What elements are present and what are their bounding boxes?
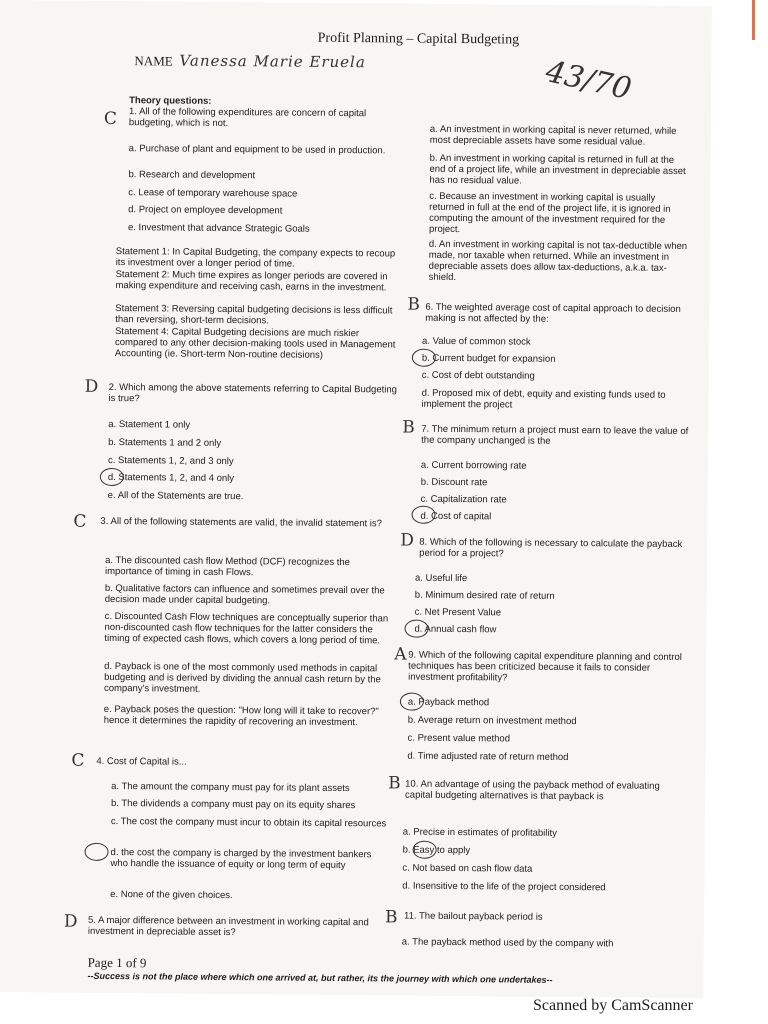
q8-option-d: d. Annual cash flow	[414, 623, 497, 636]
q8-option-a: a. Useful life	[414, 572, 468, 585]
q7-option-a: a. Current borrowing rate	[420, 459, 527, 472]
q6-option-d: d. Proposed mix of debt, equity and existing funds used to implement the project	[421, 387, 666, 411]
q9-option-b: b. Average return on investment method	[407, 714, 577, 728]
theory-heading: Theory questions:	[129, 95, 212, 107]
q6-option-b: b. Current budget for expansion	[421, 352, 556, 365]
score: 43/70	[542, 54, 635, 108]
q1-option-e: e. Investment that advance Strategic Goals	[127, 222, 310, 235]
q10-option-d: d. Insensitive to the life of the project considered	[402, 880, 606, 894]
answer-circle	[100, 468, 124, 486]
footer-quote: --Success is not the place where which one arrived at, but rather, its the journey with which one undertakes--	[87, 970, 553, 985]
page-title: Profit Planning – Capital Budgeting	[317, 30, 520, 48]
q2-stem: 2. Which among the above statements referring to Capital Budgeting is true?	[108, 381, 398, 405]
q5-stem: 5. A major difference between an investment in working capital and investment in depreciable asset is?	[87, 914, 369, 939]
answer-mark-q3: C	[73, 511, 87, 532]
q10-option-c: c. Not based on cash flow data	[402, 862, 533, 875]
statement-3: Statement 3: Reversing capital budgeting decisions is less difficult than reversing, short-term decisions.	[115, 303, 393, 327]
answer-circle	[413, 841, 437, 859]
q8-stem: 8. Which of the following is necessary to calculate the payback period for a project?	[419, 536, 683, 560]
q5-option-a: a. An investment in working capital is never returned, while most depreciable assets have some residual value.	[429, 123, 677, 148]
margin-strip	[712, 0, 768, 992]
answer-mark-q6: B	[407, 294, 420, 315]
q11-option-a: a. The payback method used by the company with	[401, 936, 614, 950]
q7-option-b: b. Discount rate	[420, 476, 488, 489]
q5-option-b: b. An investment in working capital is returned in full at the end of a project life, while an investment in depreciable asset has no residual value.	[429, 152, 686, 187]
q9-option-a: a. Payback method	[407, 696, 490, 709]
q7-stem: 7. The minimum return a project must earn to leave the value of the company unchanged is the	[421, 423, 689, 447]
q6-option-c: c. Cost of debt outstanding	[421, 369, 535, 382]
answer-mark-q7: B	[402, 417, 415, 438]
answer-mark-q4: C	[71, 750, 85, 771]
q4-option-e: e. None of the given choices.	[110, 888, 233, 902]
student-name: Vanessa Marie Eruela	[179, 51, 366, 72]
q4-stem: 4. Cost of Capital is...	[96, 755, 187, 768]
answer-circle	[404, 620, 428, 638]
q4-option-a: a. The amount the company must pay for its plant assets	[111, 781, 350, 795]
q7-option-c: c. Capitalization rate	[420, 493, 507, 506]
statement-1: Statement 1: In Capital Budgeting, the company expects to recoup its investment over a longer period of time.	[115, 246, 396, 270]
statement-2: Statement 2: Much time expires as longer periods are covered in making expenditure and receiving cash, earns in the investment.	[115, 269, 388, 294]
answer-mark-q10: B	[388, 773, 401, 794]
q4-option-d: d. the cost the company is charged by the investment bankers who handle the issuance of equity or long term of equity	[110, 846, 372, 872]
answer-mark-q9: A	[394, 644, 407, 665]
name-label: NAME	[134, 53, 173, 69]
q2-option-e: e. All of the Statements are true.	[107, 489, 244, 503]
q1-stem: 1. All of the following expenditures are concern of capital budgeting, which is not.	[128, 106, 367, 129]
q3-option-a: a. The discounted cash flow Method (DCF) recognizes the importance of timing in cash Flows.	[104, 554, 350, 579]
q11-stem: 11. The bailout payback period is	[403, 910, 543, 923]
q8-option-c: c. Net Present Value	[414, 606, 502, 619]
q9-option-d: d. Time adjusted rate of return method	[407, 750, 569, 763]
q2-option-b: b. Statements 1 and 2 only	[108, 436, 222, 449]
answer-mark-q1: C	[103, 108, 118, 130]
answer-mark-q2: D	[84, 376, 99, 397]
answer-circle	[411, 506, 435, 524]
q6-stem: 6. The weighted average cost of capital approach to decision making is not affected by the:	[425, 301, 681, 325]
answer-mark-q5: D	[63, 911, 78, 932]
q4-option-c: c. The cost the company must incur to obtain its capital resources	[110, 815, 387, 830]
q1-option-c: c. Lease of temporary warehouse space	[128, 187, 298, 200]
q10-stem: 10. An advantage of using the payback method of evaluating capital budgeting alternatives is that payback is	[405, 778, 660, 803]
answer-circle	[84, 843, 108, 861]
q5-option-d: d. An investment in working capital is not tax-deductible when made, nor taxable when returned. While an investment in depreciable assets does allow tax-deductions, a.k.a. tax-shield.	[428, 238, 688, 283]
q1-option-d: d. Project on employee development	[128, 204, 283, 217]
q7-option-d: d. Cost of capital	[420, 510, 492, 523]
q3-option-b: b. Qualitative factors can influence and sometimes prevail over the decision made under capital budgeting.	[104, 582, 385, 607]
q10-option-a: a. Precise in estimates of profitability	[402, 826, 557, 839]
scanner-watermark: Scanned by CamScanner	[533, 997, 693, 1014]
answer-circle	[400, 693, 424, 711]
answer-circle	[412, 349, 436, 367]
q3-option-e: e. Payback poses the question: "How long will it take to recover?" hence it determines the rapidity of recovering an investment.	[103, 703, 379, 729]
q5-option-c: c. Because an investment in working capital is usually returned in full at the end of the project life, it is ignored in computing the amount of the investment required for the project.	[428, 190, 671, 236]
statement-4: Statement 4: Capital Budgeting decisions are much riskier compared to any other decision-making tools used in Management Accounting (ie. Short-term Non-routine decisions)	[114, 326, 396, 361]
q6-option-a: a. Value of common stock	[421, 335, 531, 348]
q2-option-d: d. Statements 1, 2, and 4 only	[107, 471, 235, 485]
q3-option-d: d. Payback is one of the most commonly used methods in capital budgeting and is derived by dividing the annual cash return by the company's investment.	[103, 660, 381, 695]
q2-option-a: a. Statement 1 only	[108, 418, 191, 431]
q1-option-a: a. Purchase of plant and equipment to be used in production.	[128, 143, 386, 157]
answer-mark-q11: B	[384, 907, 398, 928]
answer-mark-q8: D	[400, 530, 415, 551]
q4-option-b: b. The dividends a company must pay on its equity shares	[110, 797, 356, 812]
q3-stem: 3. All of the following statements are valid, the invalid statement is?	[100, 515, 382, 530]
q8-option-b: b. Minimum desired rate of return	[414, 589, 555, 602]
page-number: Page 1 of 9	[87, 954, 147, 971]
q1-option-b: b. Research and development	[128, 169, 256, 182]
q9-option-c: c. Present value method	[407, 732, 511, 745]
q9-stem: 9. Which of the following capital expenditure planning and control techniques has been criticized because it fails to consider investment profitability?	[408, 649, 682, 684]
q3-option-c: c. Discounted Cash Flow techniques are conceptually superior than non-discounted cash flow techniques for the latter considers the timing of expected cash flows, which covers a long period of time.	[104, 610, 389, 647]
q2-option-c: c. Statements 1, 2, and 3 only	[107, 454, 234, 468]
q10-option-b: b. Easy to apply	[402, 844, 471, 857]
